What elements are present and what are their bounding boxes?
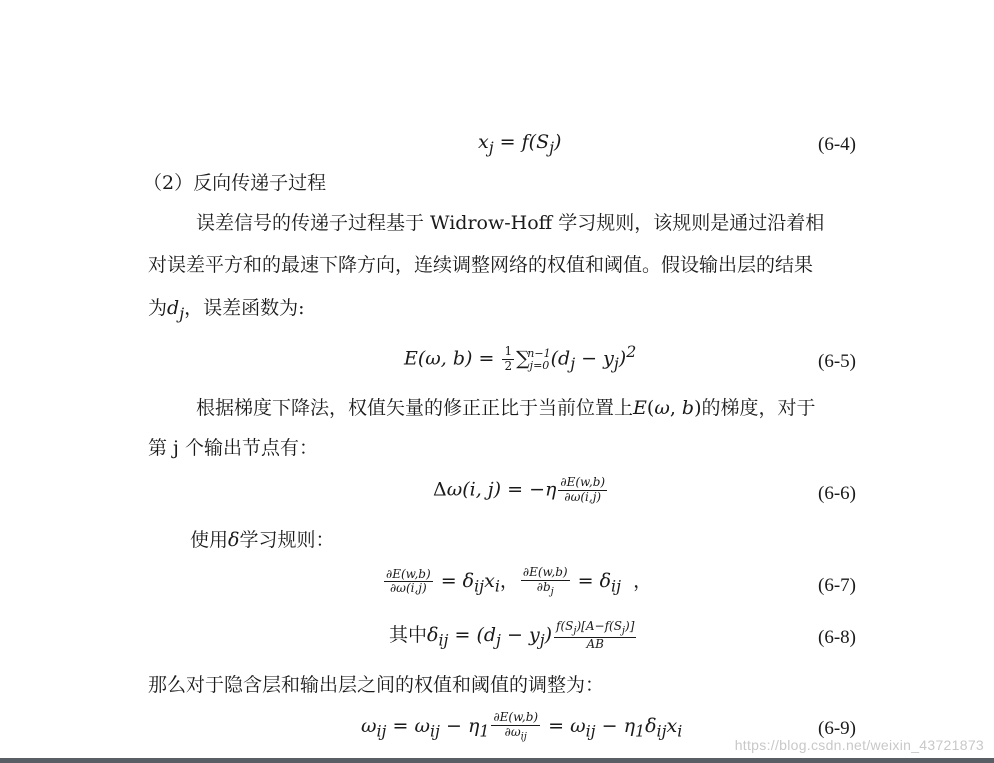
paragraph-line: 根据梯度下降法，权值矢量的修正正比于当前位置上E(ω, b)的梯度，对于 — [196, 397, 816, 419]
equation-number: (6-5) — [818, 351, 856, 372]
equation-6-7: $\frac{\partial E(w,b)}{\partial\omega(i,j)}$ = $\delta_{ij}x_i$， $\frac{\partial E(w,b)}{\partial b_j}$ = $\delta_{ij}$ ， — [386, 565, 653, 598]
paragraph-line: 第 j 个输出节点有： — [148, 437, 318, 459]
watermark: https://blog.csdn.net/weixin_43721873 — [734, 737, 984, 753]
equation-number: (6-8) — [818, 627, 856, 648]
section-title: （2）反向传递子过程 — [143, 172, 327, 194]
bottom-bar — [0, 758, 994, 763]
equation-6-4: $x_j = f(S_j)$ — [478, 131, 562, 157]
equation-6-6: Δω(i, j) = −η $\frac{\partial E(w,b)}{\partial\omega(i,j)}$ — [433, 475, 606, 504]
equation-6-5: E(ω, b) = $\frac{1}{2}$ $\sum_{j=0}^{n-1}(d_j - y_j)^2$ — [404, 342, 637, 374]
equation-6-8: 其中$\delta_{ij} = (d_j - y_j)$ $\frac{f(S_j)[A-f(S_j)]}{AB}$ — [389, 619, 635, 651]
paragraph-line: 使用δ学习规则： — [190, 529, 335, 551]
equation-number: (6-4) — [818, 134, 856, 155]
equation-6-9: $\omega_{ij} = \omega_{ij} - \eta_1$ $\frac{\partial E(w,b)}{\partial\omega_{ij}}$ = $\omega_{ij} - \eta_1\delta_{ij}x_i$ — [361, 710, 683, 743]
paragraph-line: 误差信号的传递子过程基于 Widrow-Hoff 学习规则，该规则是通过沿着相 — [196, 212, 825, 234]
equation-number: (6-7) — [818, 575, 856, 596]
equation-prefix: 其中 — [389, 623, 428, 646]
paragraph-line: 为$d_j$，误差函数为: — [148, 297, 305, 323]
paragraph-line: 那么对于隐含层和输出层之间的权值和阈值的调整为： — [148, 674, 605, 696]
equation-number: (6-6) — [818, 483, 856, 504]
equation-number: (6-9) — [818, 718, 856, 739]
paragraph-line: 对误差平方和的最速下降方向，连续调整网络的权值和阈值。假设输出层的结果 — [148, 254, 814, 276]
